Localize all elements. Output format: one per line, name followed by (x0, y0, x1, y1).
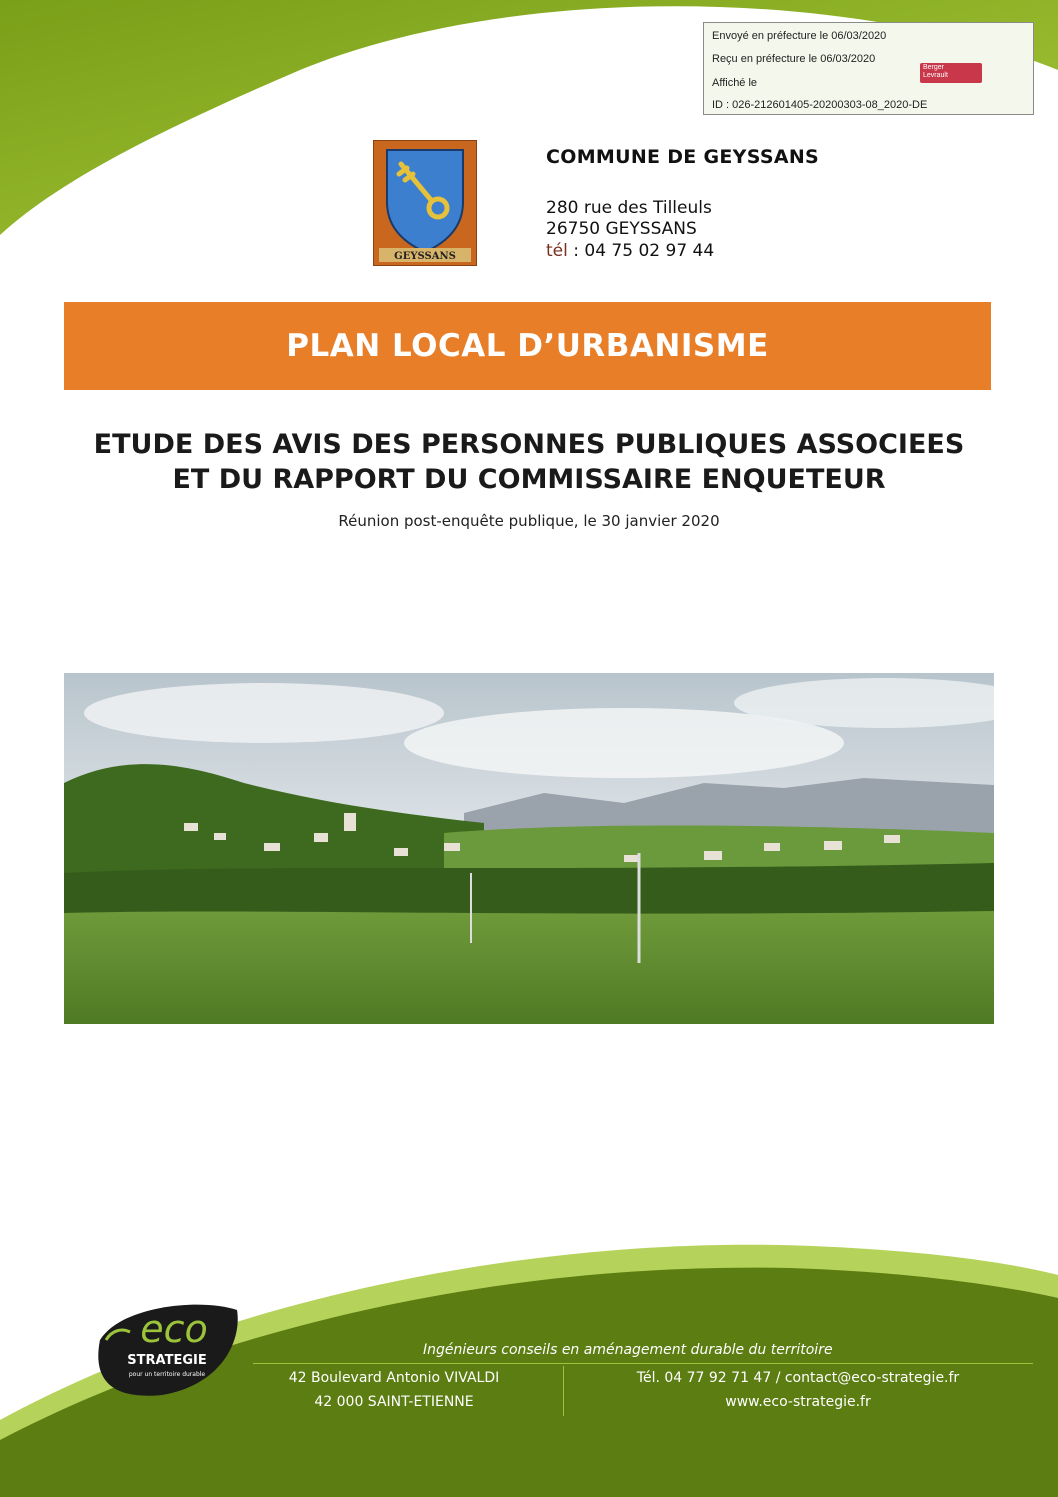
footer-tagline: Ingénieurs conseils en aménagement durable du territoire (423, 1342, 833, 1358)
logo-word: eco (140, 1307, 208, 1351)
phone-label: tél (546, 241, 568, 261)
logo-text-1: Berger (923, 64, 945, 71)
stamp-posted-label: Affiché le (712, 77, 758, 89)
berger-levrault-logo (920, 63, 982, 83)
footer-website[interactable]: www.eco-strategie.fr (725, 1394, 871, 1410)
stamp-sent-date: Envoyé en préfecture le 06/03/2020 (712, 30, 887, 42)
document-title-line1: ETUDE DES AVIS DES PERSONNES PUBLIQUES ASSOCIEES (93, 429, 965, 460)
commune-street: 280 rue des Tilleuls (546, 198, 712, 218)
eco-strategie-logo (92, 1300, 242, 1400)
stamp-received-date: Reçu en préfecture le 06/03/2020 (712, 53, 876, 65)
footer-address-line2: 42 000 SAINT-ETIENNE (314, 1394, 474, 1410)
prefecture-stamp (703, 22, 1034, 115)
crest-label: GEYSSANS (394, 251, 456, 262)
logo-tagline: pour un territoire durable (128, 1371, 206, 1378)
document-title-line2: ET DU RAPPORT DU COMMISSAIRE ENQUETEUR (172, 464, 886, 495)
banner-title: PLAN LOCAL D’URBANISME (286, 328, 769, 364)
stamp-id: ID : 026-212601405-20200303-08_2020-DE (712, 99, 928, 111)
footer-divider (253, 1363, 1033, 1364)
document-subtitle: Réunion post-enquête publique, le 30 janvier 2020 (338, 512, 720, 530)
phone-value: : 04 75 02 97 44 (567, 241, 715, 261)
footer-address-line1: 42 Boulevard Antonio VIVALDI (288, 1370, 500, 1386)
commune-phone (546, 241, 714, 261)
logo-text-2: Levrault (923, 72, 948, 79)
commune-title: COMMUNE DE GEYSSANS (546, 146, 820, 168)
footer-contact-line1: Tél. 04 77 92 71 47 / contact@eco-strategie.fr (636, 1370, 960, 1386)
landscape-photo (64, 673, 994, 1024)
logo-strategie: STRATEGIE (127, 1353, 207, 1368)
footer-vertical-divider (563, 1366, 564, 1416)
commune-crest-logo (373, 140, 477, 266)
plu-banner (64, 302, 991, 390)
commune-city: 26750 GEYSSANS (546, 219, 697, 239)
